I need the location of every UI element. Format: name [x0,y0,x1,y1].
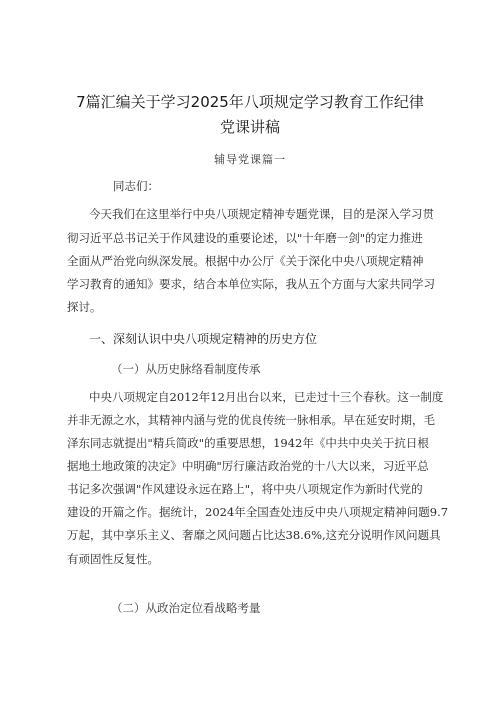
paragraph-1-line-5: 探讨。 [67,300,102,314]
subsection-heading-1: （一）从历史脉络看制度传承 [111,362,261,376]
paragraph-1-line-4: 学习教育的通知》要求，结合本单位实际，我从五个方面与大家共同学习 [67,277,435,291]
salutation: 同志们： [113,179,159,193]
paragraph-1-line-3: 全面从严治党向纵深发展。根据中办公厅《关于深化中央八项规定精神 [67,254,424,268]
paragraph-2-line-3: 泽东同志就提出"精兵简政"的重要思想，1942年《中共中央关于抗日根 [67,436,429,450]
paragraph-1-line-1: 今天我们在这里举行中央八项规定精神专题党课，目的是深入学习贯 [89,207,434,221]
paragraph-2-line-1: 中央八项规定自2012年12月出台以来，已走过十三个春秋。这一制度 [89,390,444,404]
paragraph-2-line-8: 有顽固性反复性。 [67,552,159,566]
paragraph-2-line-6: 建设的开篇之作。据统计，2024年全国查处违反中央八项规定精神问题9.7 [67,505,449,519]
paragraph-1-line-2: 彻习近平总书记关于作风建设的重要论述，以"十年磨一剑"的定力推进 [67,231,423,245]
document-subtitle: 辅导党课篇一 [214,153,286,166]
section-heading-1: 一、深刻认识中央八项规定精神的历史方位 [89,332,318,346]
subsection-heading-2: （二）从政治定位看战略考量 [111,601,261,615]
paragraph-2-line-4: 据地土地政策的决定》中明确"厉行廉洁政治党的十八大以来，习近平总 [67,459,429,473]
document-title-line-2: 党课讲稿 [219,118,280,136]
paragraph-2-line-2: 并非无源之水，其精神内涵与党的优良传统一脉相承。早在延安时期，毛 [67,413,435,427]
document-title-line-1: 7篇汇编关于学习2025年八项规定学习教育工作纪律 [76,93,424,111]
paragraph-2-line-7: 万起，其中享乐主义、奢靡之风问题占比达38.6%,这充分说明作风问题具 [67,528,441,542]
paragraph-2-line-5: 书记多次强调"作风建设永远在路上"，将中央八项规定作为新时代党的 [67,482,423,496]
